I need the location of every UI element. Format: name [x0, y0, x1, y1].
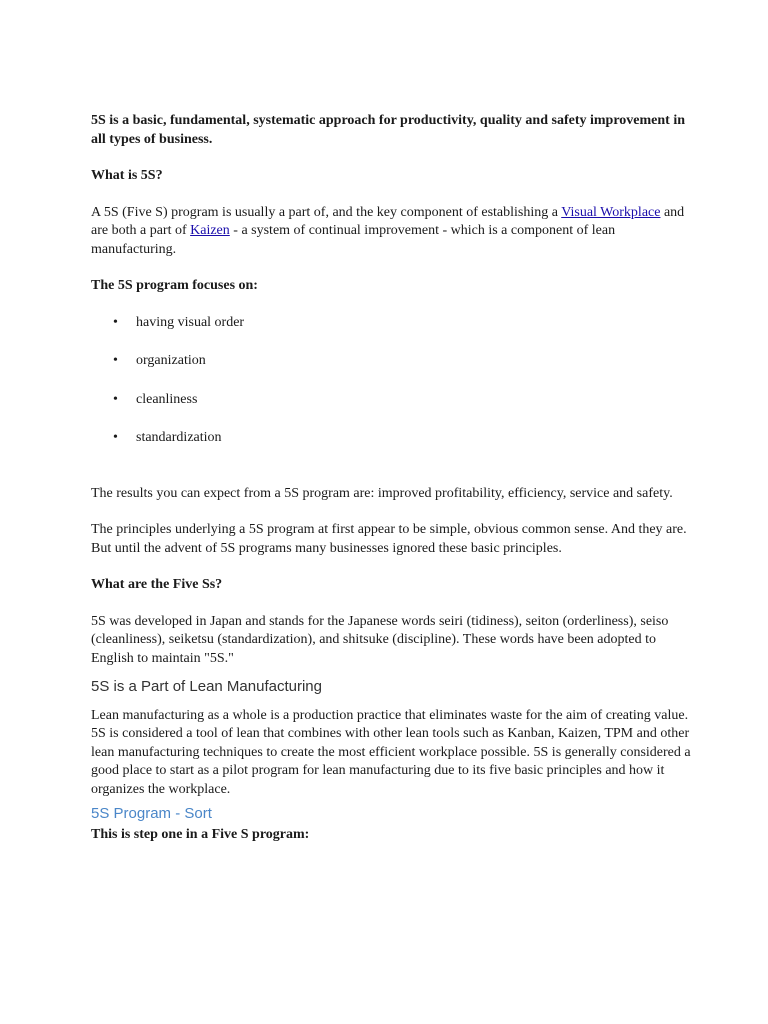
list-item-label: standardization: [136, 430, 222, 445]
intro-text: 5S is a basic, fundamental, systematic approach for productivity, quality and safety improvement in all types of business.: [91, 113, 686, 147]
list-item: [91, 391, 691, 430]
bullet-icon: •: [113, 430, 118, 445]
what-is-paragraph: [91, 204, 691, 260]
list-item: [91, 314, 691, 353]
focus-list: [91, 314, 691, 468]
what-is-text-2: and are both a part of: [91, 204, 685, 238]
five-s-paragraph: 5S was developed in Japan and stands for the Japanese words seiri (tidiness), seiton (orderliness), seiso (cleanliness), seiketsu (standardization), and shitsuke (discipline). These words have been adopted to English to maintain "5S.": [91, 613, 669, 666]
what-is-text-1: A 5S (Five S) program is usually a part of, and the key component of establishing a: [91, 204, 562, 220]
sort-subheading: This is step one in a Five S program:: [91, 826, 310, 842]
lean-heading: 5S is a Part of Lean Manufacturing: [91, 678, 322, 695]
bullet-icon: •: [113, 314, 118, 330]
what-is-heading: What is 5S?: [91, 168, 163, 183]
results-paragraph: The results you can expect from a 5S program are: improved profitability, efficiency, service and safety.: [91, 485, 673, 501]
kaizen-link[interactable]: Kaizen: [190, 223, 230, 238]
document-body: [91, 112, 691, 844]
list-item-label: cleanliness: [136, 391, 198, 407]
list-item-label: organization: [136, 353, 206, 368]
bullet-icon: •: [113, 353, 118, 368]
list-item: [91, 429, 691, 468]
principles-paragraph: The principles underlying a 5S program at first appear to be simple, obvious common sense. And they are. But until the advent of 5S programs many businesses ignored these basic principles.: [91, 522, 687, 556]
lean-paragraph: Lean manufacturing as a whole is a production practice that eliminates waste for the aim of creating value. 5S is considered a tool of lean that combines with other lean tools such as Kanban, Kaizen, TPM and other lean manufacturing techniques to create the most efficient workplace possible. 5S is generally considered a good place to start as a pilot program for lean manufacturing due to its five basic principles and how it organizes the workplace.: [91, 707, 691, 797]
list-item-label: having visual order: [136, 314, 245, 330]
bullet-icon: •: [113, 391, 118, 407]
list-item: [91, 352, 691, 391]
focus-heading: The 5S program focuses on:: [91, 278, 258, 293]
sort-heading: 5S Program - Sort: [91, 805, 212, 822]
visual-workplace-link[interactable]: Visual Workplace: [561, 204, 661, 220]
what-is-text-3: - a system of continual improvement - which is a component of lean manufacturing.: [91, 223, 616, 257]
five-s-heading: What are the Five Ss?: [91, 577, 223, 592]
